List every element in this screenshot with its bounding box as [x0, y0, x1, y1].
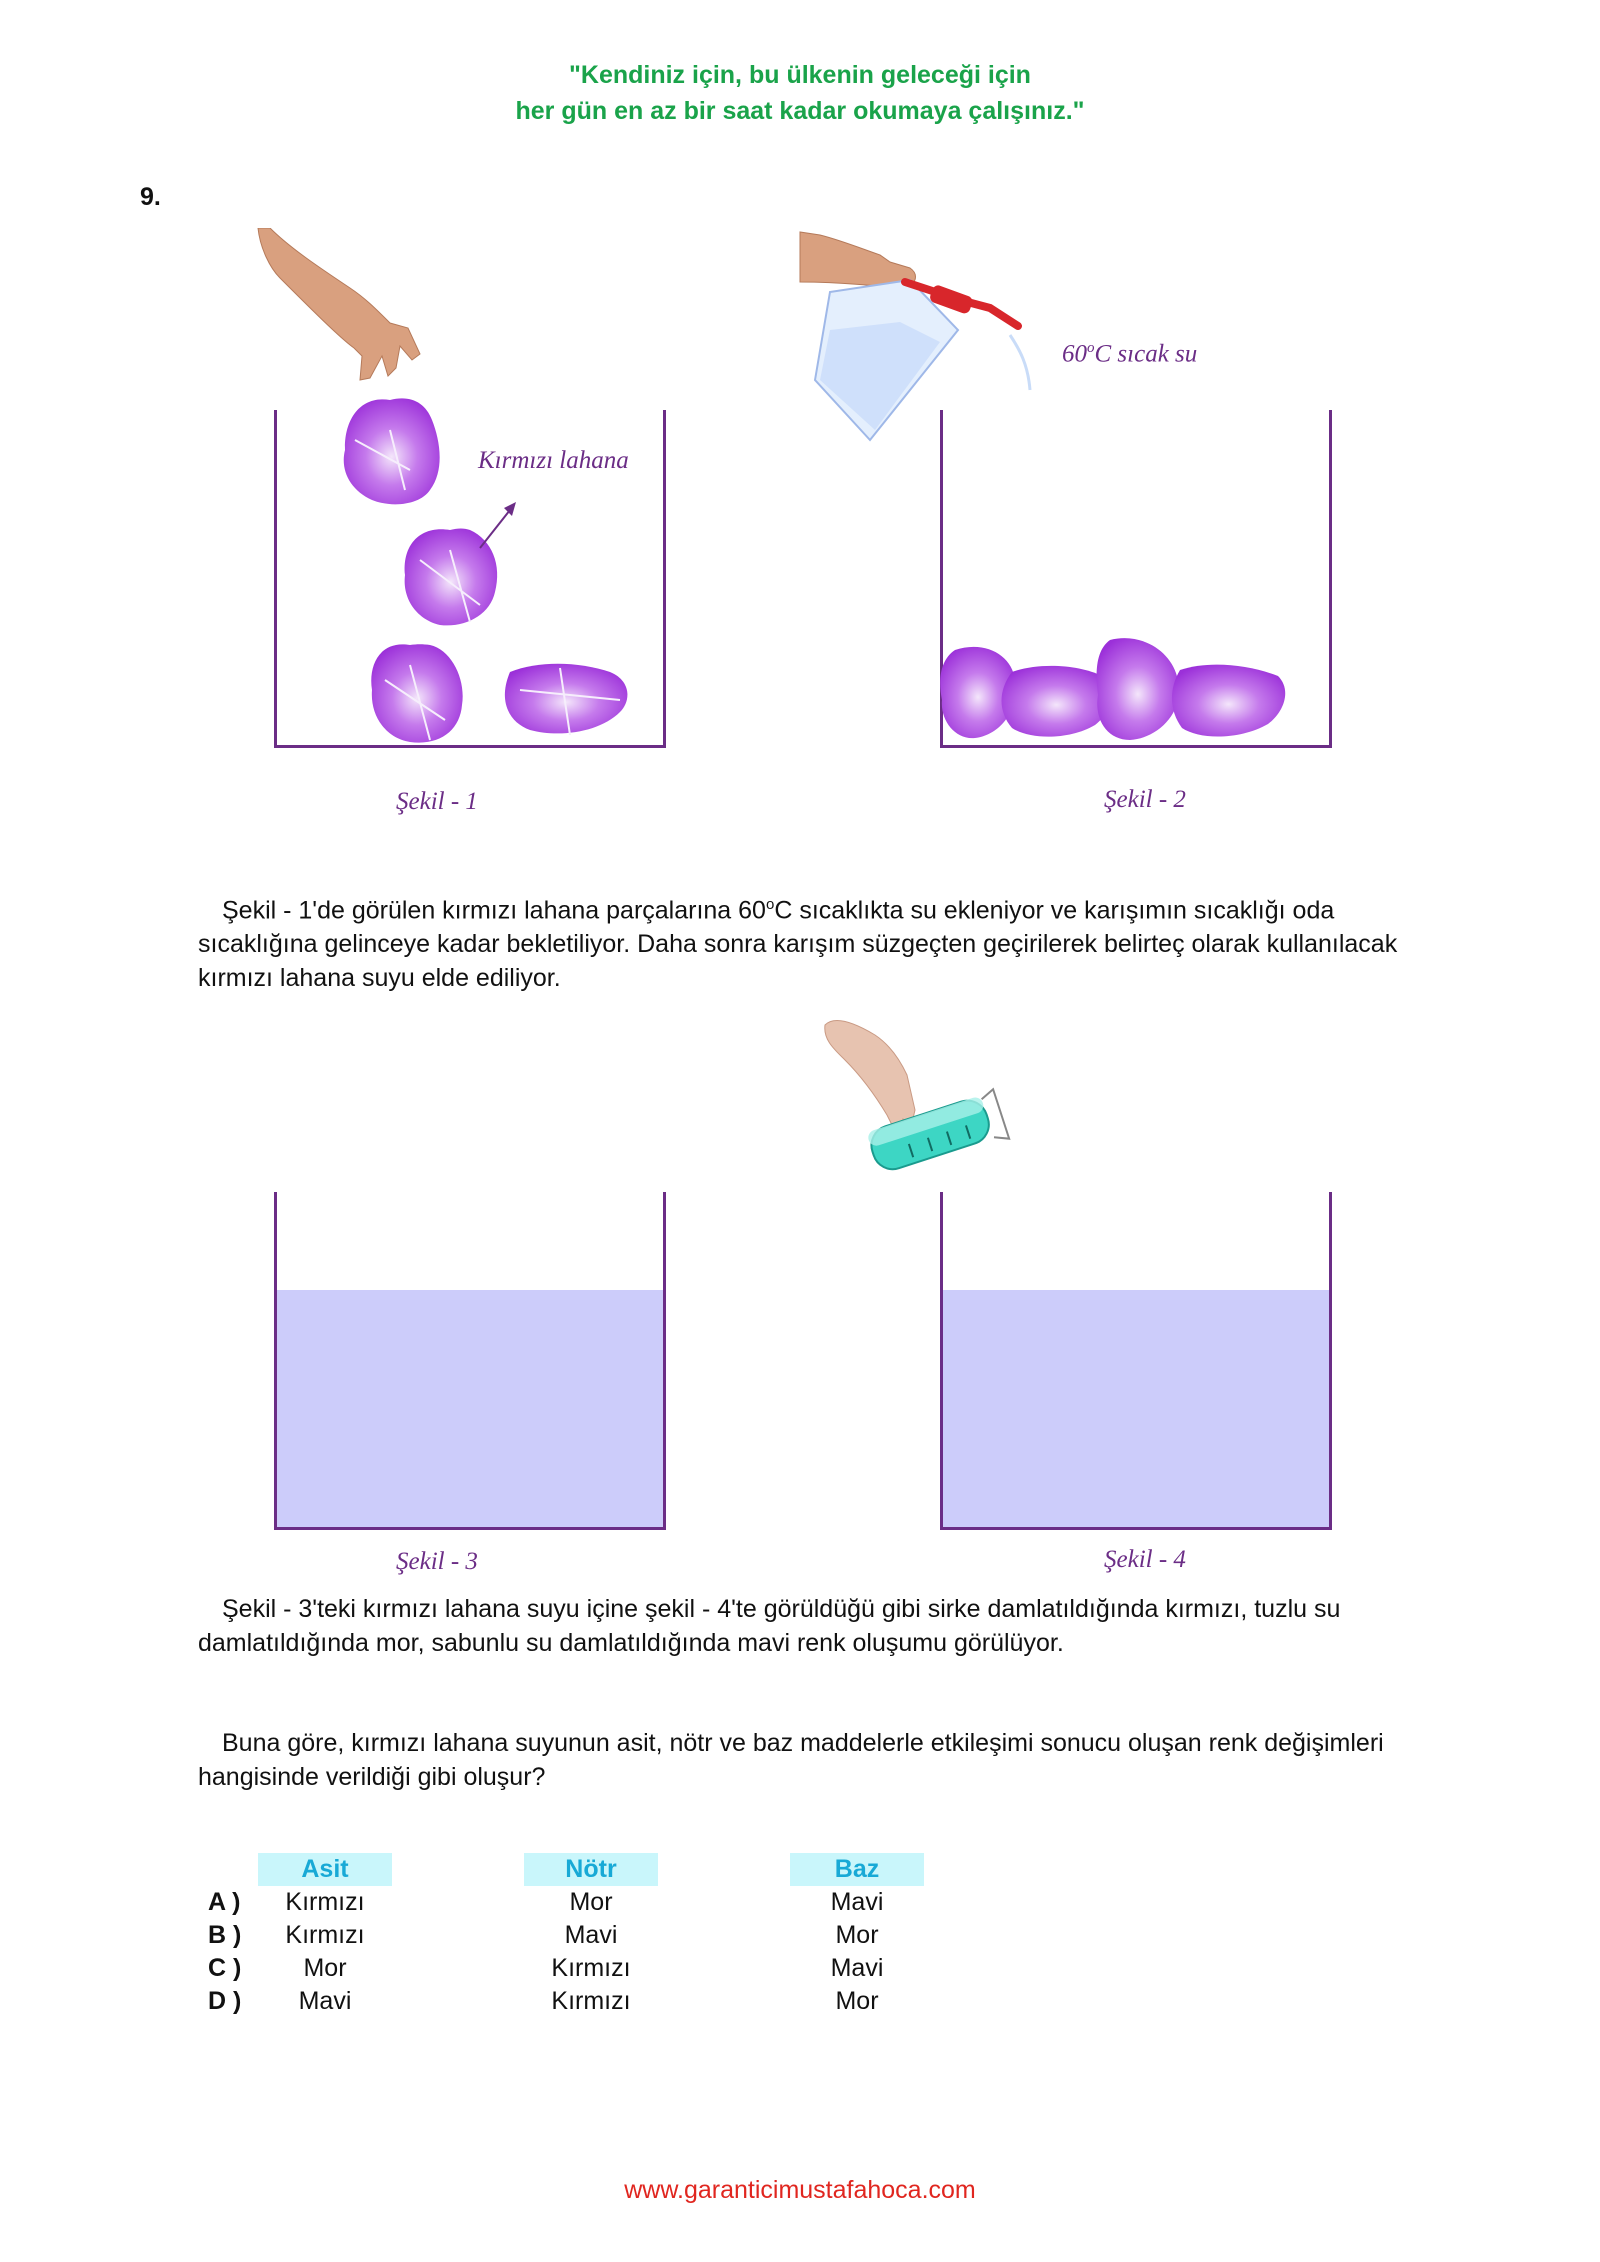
motto-line-2: her gün en az bir saat kadar okumaya çalışınız.": [515, 97, 1085, 125]
cabbage-leaf: [1172, 665, 1285, 737]
option-label[interactable]: D ): [208, 1987, 242, 2015]
option-label[interactable]: C ): [208, 1954, 242, 1982]
figure-3-caption: Şekil - 3: [396, 1548, 478, 1575]
figure-2-drawing: [0, 0, 1600, 800]
beaker-figure-3: [274, 1192, 666, 1530]
hot-water-label: 60$^o$C sıcak su: [1062, 340, 1198, 368]
question-number: 9.: [140, 183, 161, 211]
option-cell: Mavi: [564, 1921, 618, 1949]
beaker-figure-4: [940, 1192, 1332, 1530]
cabbage-juice-liquid: [943, 1290, 1329, 1527]
cabbage-juice-liquid: [277, 1290, 663, 1527]
figure-1-caption: Şekil - 1: [396, 788, 478, 815]
paragraph-1: Şekil - 1'de görülen kırmızı lahana parçalarına 60$^o$C sıcaklıkta su ekleniyor ve karışımın sıcaklığı oda sıcaklığına gelinceye kadar bekletiliyor. Daha sonra karışım süzgeçten geçirilerek belirteç olarak kullanılacak kırmızı lahana suyu elde ediliyor.: [198, 896, 1398, 993]
option-row-d[interactable]: [200, 1985, 924, 2018]
option-cell: Kırmızı: [285, 1921, 365, 1949]
option-label[interactable]: B ): [208, 1921, 242, 1949]
answer-options-table: [200, 1853, 924, 2018]
figure-4-caption: Şekil - 4: [1104, 1546, 1186, 1573]
option-cell: Mavi: [830, 1954, 884, 1982]
column-header-notr: Nötr: [524, 1853, 658, 1886]
column-header-baz: Baz: [790, 1853, 924, 1886]
table-header-row: [200, 1853, 924, 1886]
option-cell: Kırmızı: [551, 1987, 631, 2015]
dropper-beaker-icon: [815, 1015, 1035, 1190]
option-label[interactable]: A ): [208, 1888, 241, 1916]
option-cell: Mor: [569, 1888, 613, 1916]
water-jug-icon: [815, 280, 1030, 440]
option-cell: Mor: [835, 1987, 879, 2015]
question-prompt: Buna göre, kırmızı lahana suyunun asit, nötr ve baz maddelerle etkileşimi sonucu oluşan renk değişimleri hangisinde verildiği gibi oluşur?: [198, 1729, 1384, 1791]
paragraph-2: Şekil - 3'teki kırmızı lahana suyu içine şekil - 4'te görüldüğü gibi sirke damlatıldığında kırmızı, tuzlu su damlatıldığında mor, sabunlu su damlatıldığında mavi renk oluşumu görülüyor.: [198, 1595, 1341, 1657]
option-cell: Mor: [835, 1921, 879, 1949]
option-cell: Mavi: [298, 1987, 352, 2015]
option-cell: Kırmızı: [285, 1888, 365, 1916]
cabbage-leaf: [1002, 666, 1112, 737]
cabbage-label: Kırmızı lahana: [478, 447, 629, 474]
option-cell: Kırmızı: [551, 1954, 631, 1982]
option-row-a[interactable]: [200, 1886, 924, 1919]
figure-2-caption: Şekil - 2: [1104, 786, 1186, 813]
option-cell: Mavi: [830, 1888, 884, 1916]
motto-line-1: "Kendiniz için, bu ülkenin geleceği için: [569, 61, 1031, 89]
option-row-b[interactable]: [200, 1919, 924, 1952]
footer-website-link[interactable]: www.garanticimustafahoca.com: [624, 2176, 976, 2204]
option-cell: Mor: [303, 1954, 347, 1982]
option-row-c[interactable]: [200, 1952, 924, 1985]
cabbage-leaf: [1097, 638, 1180, 740]
column-header-asit: Asit: [258, 1853, 392, 1886]
